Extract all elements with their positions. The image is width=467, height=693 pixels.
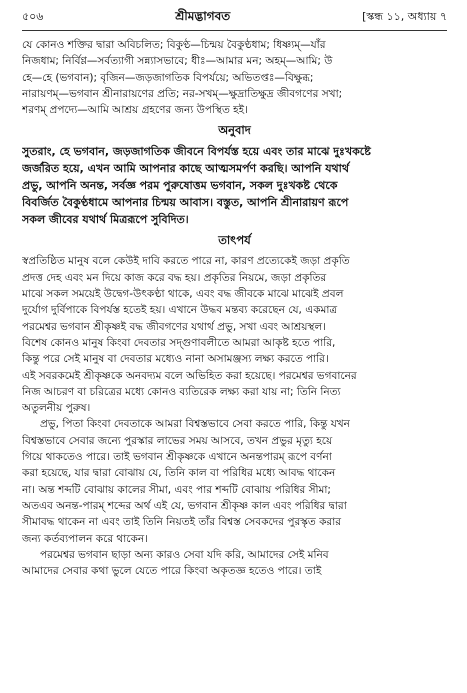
- translation-line: সকল জীবের যথার্থ মিত্ররূপে সুবিদিত।: [22, 213, 189, 227]
- purport-line: পরমেশ্বর ভগবান শ্রীকৃষ্ণই বদ্ধ জীবগণের যথার্থ প্রভু, সখা এবং আশ্রয়স্থল।: [22, 320, 326, 333]
- translation-line: বিবর্জিত বৈকুণ্ঠধামে আপনার চিন্ময় আবাস। বস্তুত, আপনি শ্রীনারায়ণ রূপে: [22, 196, 349, 210]
- translation-text: [22, 143, 447, 228]
- purport-line: অতুলনীয় পুরুষ।: [22, 402, 91, 415]
- purport-paragraph-3: [22, 547, 447, 580]
- purport-line: আমাদের সেবার কথা ভুলে যেতে পারে কিংবা অকৃতজ্ঞ হতেও পারে। তাই: [22, 565, 322, 578]
- translation-heading: অনুবাদ: [218, 123, 251, 138]
- page-header: [22, 8, 447, 28]
- purport-line: সীমাবদ্ধ থাকেন না এবং তাই তিনি নিয়তই তাঁর বিশ্বস্ত সেবকদের পুরস্কৃত করার: [22, 516, 342, 529]
- purport-line: দুর্যোগ দুর্বিপাকে বিপর্যস্ত হতেই হয়। এখানে উদ্ধব মন্তব্য করেছেন যে, একমাত্র: [22, 304, 338, 317]
- translation-line: সুতরাং, হে ভগবান, জড়জাগতিক জীবনে বিপর্যস্ত হয়ে এবং তার মাঝে দুঃখকষ্টে: [22, 145, 371, 159]
- header-rule: [22, 30, 447, 31]
- purport-line: পরমেশ্বর ভগবান ছাড়া অন্য কারও সেবা যদি করি, আমাদের সেই মনিব: [40, 548, 329, 561]
- chapter-reference: [স্কন্ধ ১১, অধ্যায় ৭: [362, 10, 447, 23]
- gloss-line: যে কোনও শক্তির দ্বারা অবিচলিত; বিকুণ্ঠ—চিন্ময় বৈকুণ্ঠধাম; ধিষ্ণ্যম্—যাঁর: [22, 39, 326, 51]
- purport-line: প্রদত্ত দেহ এবং মন দিয়ে কাজ করে বদ্ধ হয়। প্রকৃতির নিয়মে, জড়া প্রকৃতির: [22, 271, 327, 284]
- purport-line: কিন্তু পরে সেই মানুষ বা দেবতার মধ্যেও নানা অসামঞ্জস্য লক্ষ্য করতে পারি।: [22, 353, 329, 366]
- purport-line: বিশ্বস্তভাবে সেবার জন্যে পুরস্কার লাভের সময় আসবে, তখন প্রভুর মৃত্যু হয়ে: [22, 434, 333, 447]
- gloss-line: নারায়ণম্—ভগবান শ্রীনারায়ণের প্রতি; নর-সখম্—ক্ষুদ্রাতিক্ষুদ্র জীবগণের সখা;: [22, 87, 343, 100]
- running-title: শ্রীমদ্ভাগবত: [175, 9, 231, 23]
- gloss-line: শরণম্ প্রপদ্যে—আমি আশ্রয় গ্রহণের জন্য উপস্থিত হই।: [22, 104, 248, 117]
- word-gloss: [22, 37, 447, 118]
- purport-line: বিশেষ কোনও মানুষ কিংবা দেবতার সদ্গুণাবলীতে আমরা আকৃষ্ট হতে পারি,: [22, 336, 336, 349]
- gloss-line: হে—হে (ভগবান); বৃজিন—জড়জাগতিক বিপর্যয়ে; অভিতপ্তঃ—বিক্ষুব্ধ;: [22, 71, 314, 84]
- purport-line: প্রভু, পিতা কিংবা দেবতাকে আমরা বিশ্বস্তভাবে সেবা করতে পারি, কিন্তু যখন: [40, 418, 350, 431]
- purport-line: স্বপ্রতিষ্ঠিত মানুষ বলে কেউই দাবি করতে পারে না, কারণ প্রত্যেকেই জড়া প্রকৃতি: [22, 255, 350, 268]
- purport-line: নিজ আচরণ বা চরিত্রের মধ্যে কোনও ব্যতিরেক লক্ষ্য করা যায় না; তিনি নিত্য: [22, 385, 341, 398]
- page-number: ৫০৬: [22, 10, 44, 23]
- purport-line: মাঝে সকল সময়েই উদ্বেগ-উৎকণ্ঠা থাকে, এবং বদ্ধ জীবকে মাঝে মাঝেই প্রবল: [22, 288, 344, 301]
- purport-paragraph-1: [22, 253, 447, 416]
- purport-line: জন্য কর্তব্যপালন করে থাকেন।: [22, 532, 148, 545]
- purport-line: অতএব অনন্ত-পারম্ শব্দের অর্থ এই যে, ভগবান শ্রীকৃষ্ণ কাল এবং পরিধির দ্বারা: [22, 499, 347, 512]
- purport-line: না। অন্ত শব্দটি বোঝায় কালের সীমা, এবং পার শব্দটি বোঝায় পরিধির সীমা;: [22, 483, 331, 496]
- gloss-line: নিজধাম; নির্বিণ্ণ—সর্বত্যাগী সন্ন্যাসভাবে; ধীঃ—আমার মন; অহম্—আমি; উ: [22, 55, 333, 68]
- purport-line: গিয়ে থাকতেও পারে। তাই ভগবান শ্রীকৃষ্ণকে এখানে অনন্তপারম্ রূপে বর্ণনা: [22, 451, 332, 464]
- purport-paragraph-2: [22, 416, 447, 546]
- purport-line: করা হয়েছে, যার দ্বারা বোঝায় যে, তিনি কাল বা পরিধির মধ্যে আবদ্ধ থাকেন: [22, 467, 336, 480]
- translation-line: প্রভু, আপনি অনন্ত, সর্বজ্ঞ পরম পুরুষোত্তম ভগবান, সকল দুঃখকষ্ট থেকে: [22, 179, 338, 193]
- purport-line: এই সবরকমেই শ্রীকৃষ্ণকে অনবদ্যম বলে অভিহিত করা হয়েছে। পরমেশ্বর ভগবানের: [22, 369, 357, 382]
- translation-line: জর্জরিত হয়ে, এখন আমি আপনার কাছে আত্মসমর্পণ করছি। আপনি যথার্থ: [22, 162, 349, 176]
- purport-heading: তাৎপর্য: [218, 233, 251, 248]
